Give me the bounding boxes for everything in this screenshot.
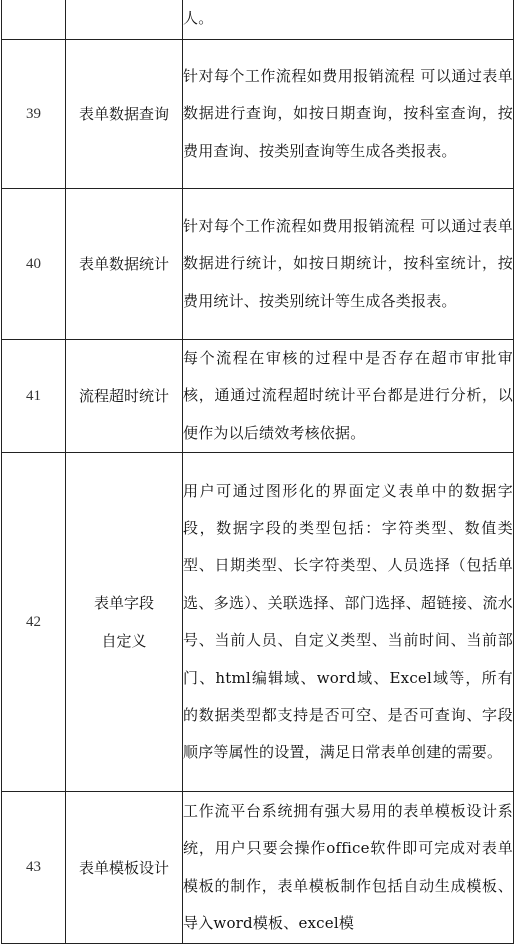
row-number: 40 (2, 189, 66, 340)
table-row (2, 340, 514, 453)
row-number: 39 (2, 40, 66, 189)
table-row (2, 189, 514, 340)
feature-name: 表单字段自定义 (66, 453, 183, 792)
feature-description: 针对每个工作流程如费用报销流程 可以通过表单数据进行查询，如按日期查询，按科室查询，按费用查询、按类别查询等生成各类报表。 (183, 40, 514, 189)
table-row (2, 792, 514, 944)
feature-name: 表单模板设计 (66, 792, 183, 944)
table-row (2, 0, 514, 40)
feature-description: 工作流平台系统拥有强大易用的表单模板设计系统，用户只要会操作office软件即可完成对表单模板的制作，表单模板制作包括自动生成模板、导入word模板、excel模 (183, 792, 514, 944)
feature-description: 每个流程在审核的过程中是否存在超市审批审核，通通过流程超时统计平台都是进行分析，以便作为以后绩效考核依据。 (183, 340, 514, 453)
feature-name: 表单数据查询 (66, 40, 183, 189)
table-row (2, 40, 514, 189)
row-number: 42 (2, 453, 66, 792)
row-number (2, 0, 66, 40)
feature-name: 流程超时统计 (66, 340, 183, 453)
requirements-table (1, 0, 514, 944)
row-number: 43 (2, 792, 66, 944)
feature-name: 表单数据统计 (66, 189, 183, 340)
feature-description: 针对每个工作流程如费用报销流程 可以通过表单数据进行统计，如按日期统计，按科室统计，按费用统计、按类别统计等生成各类报表。 (183, 189, 514, 340)
row-number: 41 (2, 340, 66, 453)
feature-name (66, 0, 183, 40)
feature-description: 用户可通过图形化的界面定义表单中的数据字段，数据字段的类型包括：字符类型、数值类型、日期类型、长字符类型、人员选择（包括单选、多选）、关联选择、部门选择、超链接、流水号、当前人员、自定义类型、当前时间、当前部门、html编辑域、word域、Excel域等，所有的数据类型都支持是否可空、是否可查询、字段顺序等属性的设置，满足日常表单创建的需要。 (183, 453, 514, 792)
feature-description: 人。 (183, 0, 514, 40)
table-row (2, 453, 514, 792)
